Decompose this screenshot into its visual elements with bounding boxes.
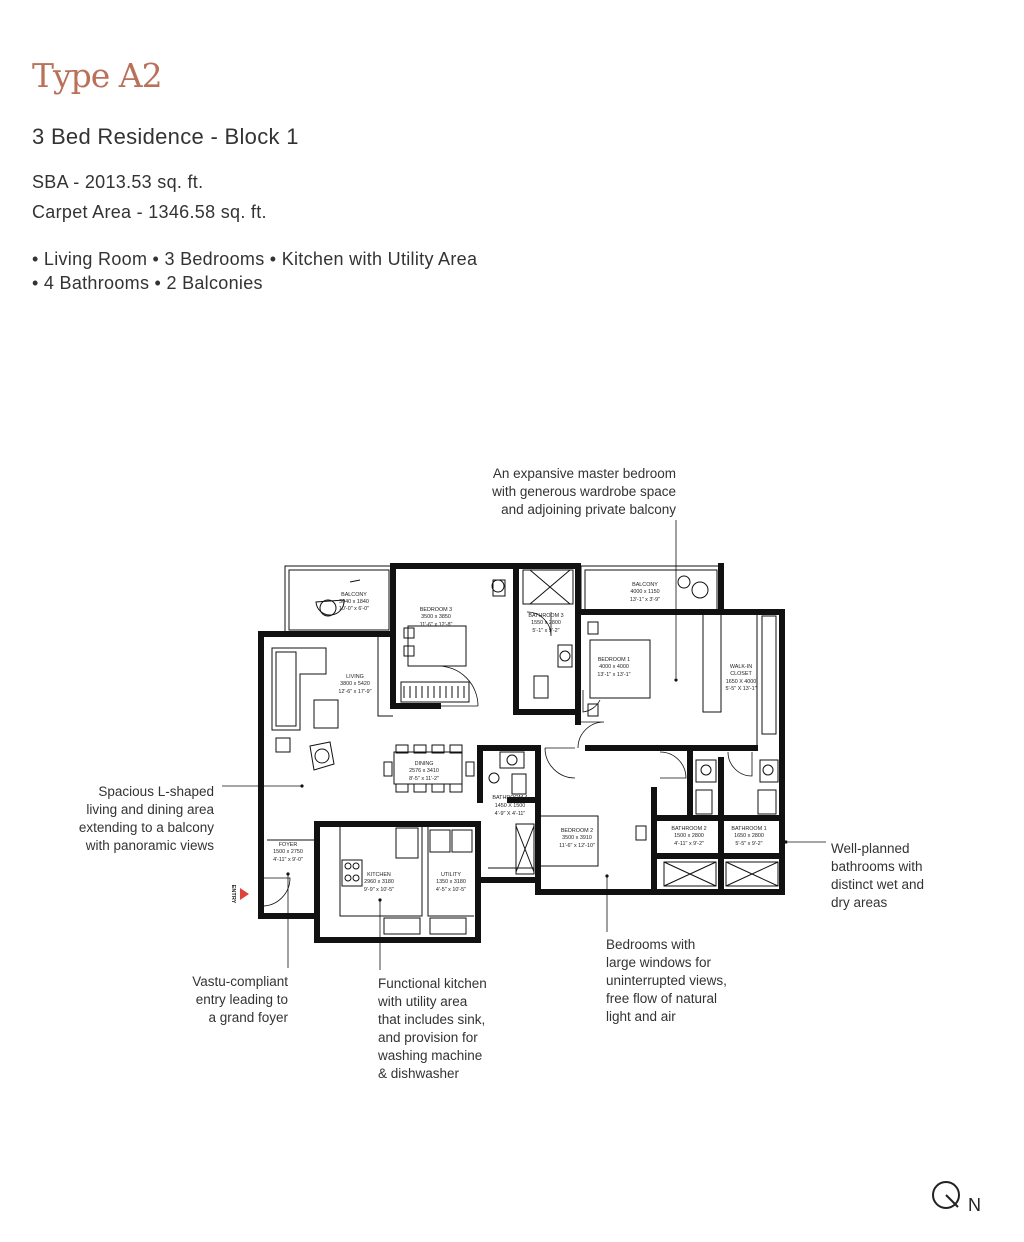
svg-text:13'-1" x 3'-9": 13'-1" x 3'-9" [629, 597, 661, 603]
interior-lines [267, 570, 776, 916]
svg-text:4'-5" x 10'-5": 4'-5" x 10'-5" [435, 887, 467, 893]
type-title: Type A2 [32, 56, 162, 95]
walls [261, 566, 782, 940]
svg-text:4000 x 4000: 4000 x 4000 [599, 664, 629, 670]
entry-label: ENTRY [230, 884, 236, 904]
svg-text:5'-5" x 9'-2": 5'-5" x 9'-2" [735, 841, 763, 847]
svg-text:11'-6" x 12'-10": 11'-6" x 12'-10" [559, 843, 595, 849]
callout-master-bedroom: An expansive master bedroom with generous wardrobe space and adjoining private balcony [492, 466, 676, 517]
sba-area: SBA - 2013.53 sq. ft. [32, 172, 204, 192]
callout-bedrooms: Bedrooms with large windows for uninterrupted views, free flow of natural light and air [606, 937, 727, 1024]
svg-text:1350 x 3180: 1350 x 3180 [436, 879, 466, 885]
foyer-label: FOYER [278, 842, 298, 848]
balcony-left-label: BALCONY [341, 592, 367, 598]
utility-label: UTILITY [440, 872, 462, 878]
features-line-2: • 4 Bathrooms • 2 Balconies [32, 273, 263, 293]
svg-text:5'-1" x 9'-2": 5'-1" x 9'-2" [532, 628, 560, 634]
svg-text:3500 x 3910: 3500 x 3910 [562, 835, 592, 841]
svg-text:1500 x 2750: 1500 x 2750 [273, 849, 303, 855]
svg-text:4'-9" X 4'-11": 4'-9" X 4'-11" [494, 811, 526, 817]
callout-kitchen: Functional kitchen with utility area that includes sink, and provision for washing machine & dishwasher [378, 976, 487, 1081]
svg-text:5'-5" X 13'-1": 5'-5" X 13'-1" [725, 686, 757, 692]
svg-text:1650 X 4000: 1650 X 4000 [725, 679, 757, 685]
svg-text:2576 x 3410: 2576 x 3410 [409, 768, 439, 774]
bathroom1-label: BATHROOM 1 [731, 826, 767, 832]
kitchen-label: KITCHEN [367, 872, 391, 878]
bedroom3-label: BEDROOM 3 [419, 607, 453, 613]
svg-text:12'-6" x 17'-9": 12'-6" x 17'-9" [338, 689, 372, 695]
svg-text:11'-6" x 12'-8": 11'-6" x 12'-8" [419, 622, 453, 628]
bedroom2-label: BEDROOM 2 [560, 828, 594, 834]
room-labels [273, 582, 767, 893]
compass-label: N [968, 1195, 981, 1215]
svg-text:10'-0" x 6'-0": 10'-0" x 6'-0" [338, 606, 370, 612]
entry-arrow-icon [240, 888, 249, 900]
svg-text:4'-11" x 9'-2": 4'-11" x 9'-2" [674, 841, 704, 847]
living-label: LIVING [346, 674, 364, 680]
svg-text:1500 x 2800: 1500 x 2800 [674, 833, 704, 839]
callout-living-dining: Spacious L-shaped living and dining area extending to a balcony with panoramic views [78, 784, 214, 853]
callout-bathrooms: Well-planned bathrooms with distinct wet and dry areas [831, 841, 925, 910]
bathroom3-label: BATHROOM 3 [528, 613, 564, 619]
carpet-area: Carpet Area - 1346.58 sq. ft. [32, 202, 267, 222]
svg-text:3500 x 3850: 3500 x 3850 [421, 614, 451, 620]
walkin-closet-label: WALK-IN [729, 664, 753, 670]
bedroom1-label: BEDROOM 1 [597, 657, 631, 663]
bathroom2-label: BATHROOM 2 [671, 826, 707, 832]
svg-text:4000 x 1150: 4000 x 1150 [630, 589, 660, 595]
svg-text:8'-5" x 11'-2": 8'-5" x 11'-2" [409, 776, 439, 782]
svg-text:1650 x 2800: 1650 x 2800 [734, 833, 764, 839]
svg-text:13'-1" x 13'-1": 13'-1" x 13'-1" [597, 672, 631, 678]
svg-text:9'-9" x 10'-5": 9'-9" x 10'-5" [363, 887, 395, 893]
dining-label: DINING [414, 761, 434, 767]
svg-text:1550 x 2800: 1550 x 2800 [531, 620, 561, 626]
svg-text:4'-11" x 9'-0": 4'-11" x 9'-0" [273, 857, 303, 863]
svg-text:1450 X 1500: 1450 X 1500 [494, 803, 526, 809]
svg-text:3800 x 5420: 3800 x 5420 [340, 681, 370, 687]
svg-text:CLOSET: CLOSET [730, 671, 752, 677]
balcony-right-label: BALCONY [632, 582, 658, 588]
north-compass-icon [930, 1178, 990, 1218]
residence-subtitle: 3 Bed Residence - Block 1 [32, 124, 299, 149]
features-line-1: • Living Room • 3 Bedrooms • Kitchen with Utility Area [32, 249, 478, 269]
svg-text:3040 x 1840: 3040 x 1840 [339, 599, 369, 605]
bathroom4-label: BATHROOM 4 [492, 795, 528, 801]
svg-text:2960 x 3180: 2960 x 3180 [364, 879, 394, 885]
callout-entry: Vastu-compliant entry leading to a grand foyer [192, 974, 288, 1025]
